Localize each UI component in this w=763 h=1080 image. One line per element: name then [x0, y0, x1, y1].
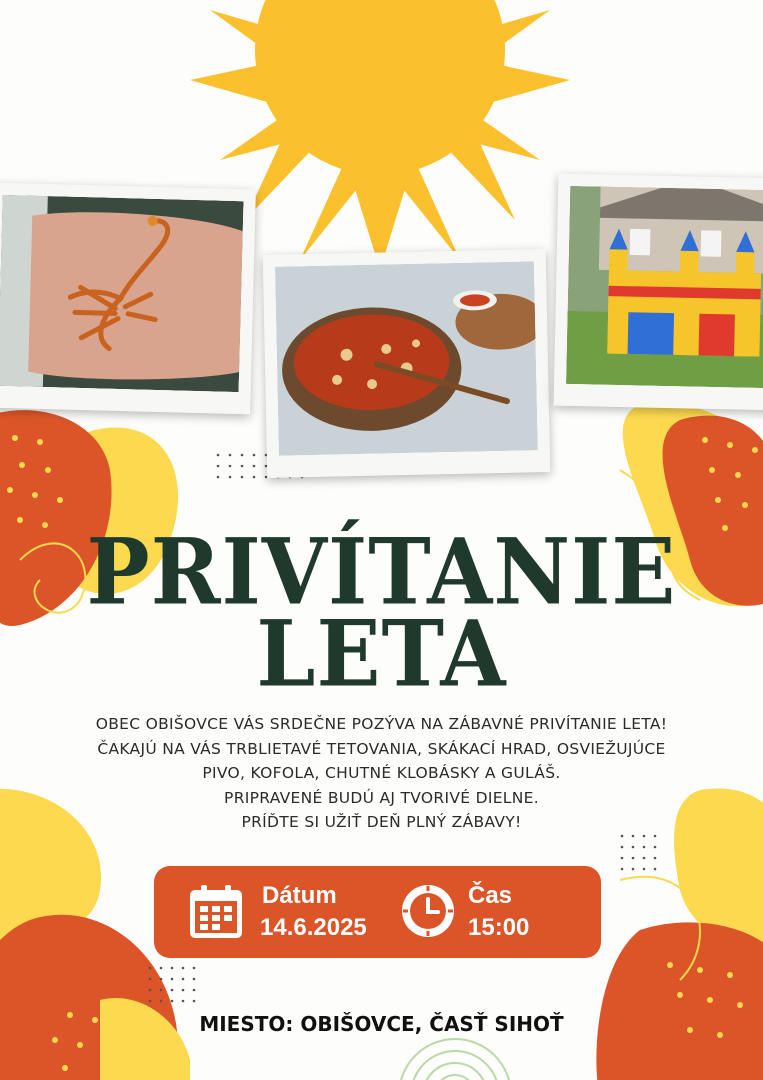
title-line-2: LETA [256, 600, 507, 707]
description-line: OBEC OBIŠOVCE VÁS SRDEČNE POZÝVA NA ZÁBAVNÉ PRIVÍTANIE LETA! [95, 715, 668, 733]
scorpion-tattoo-image [0, 195, 244, 392]
photo-bouncy-castle [554, 174, 763, 411]
description-line: ČAKAJÚ NA VÁS TRBLIETAVÉ TETOVANIA, SKÁKACÍ HRAD, OSVIEŽUJÚCE [97, 739, 666, 758]
event-description [60, 712, 703, 835]
event-info-bar [154, 866, 601, 958]
photo-goulash [263, 249, 551, 478]
calendar-icon [188, 884, 244, 940]
description-line: PRÍĎTE SI UŽIŤ DEŇ PLNÝ ZÁBAVY! [241, 813, 522, 831]
clock-icon [400, 883, 456, 939]
title-line-1: PRIVÍTANIE [86, 518, 677, 625]
description-line: PRIPRAVENÉ BUDÚ AJ TVORIVÉ DIELNE. [224, 788, 539, 807]
photo-tattoo [0, 183, 256, 415]
date-value: 14.6.2025 [260, 914, 367, 941]
date-label: Dátum [262, 882, 337, 909]
time-value: 15:00 [468, 914, 530, 941]
venue-text: MIESTO: OBIŠOVCE, ČASŤ SIHOŤ [199, 1012, 564, 1036]
description-line: PIVO, KOFOLA, CHUTNÉ KLOBÁSKY A GULÁŠ. [202, 764, 561, 782]
time-label: Čas [468, 882, 513, 909]
goulash-image [275, 261, 538, 455]
bouncy-castle-image [566, 186, 763, 388]
